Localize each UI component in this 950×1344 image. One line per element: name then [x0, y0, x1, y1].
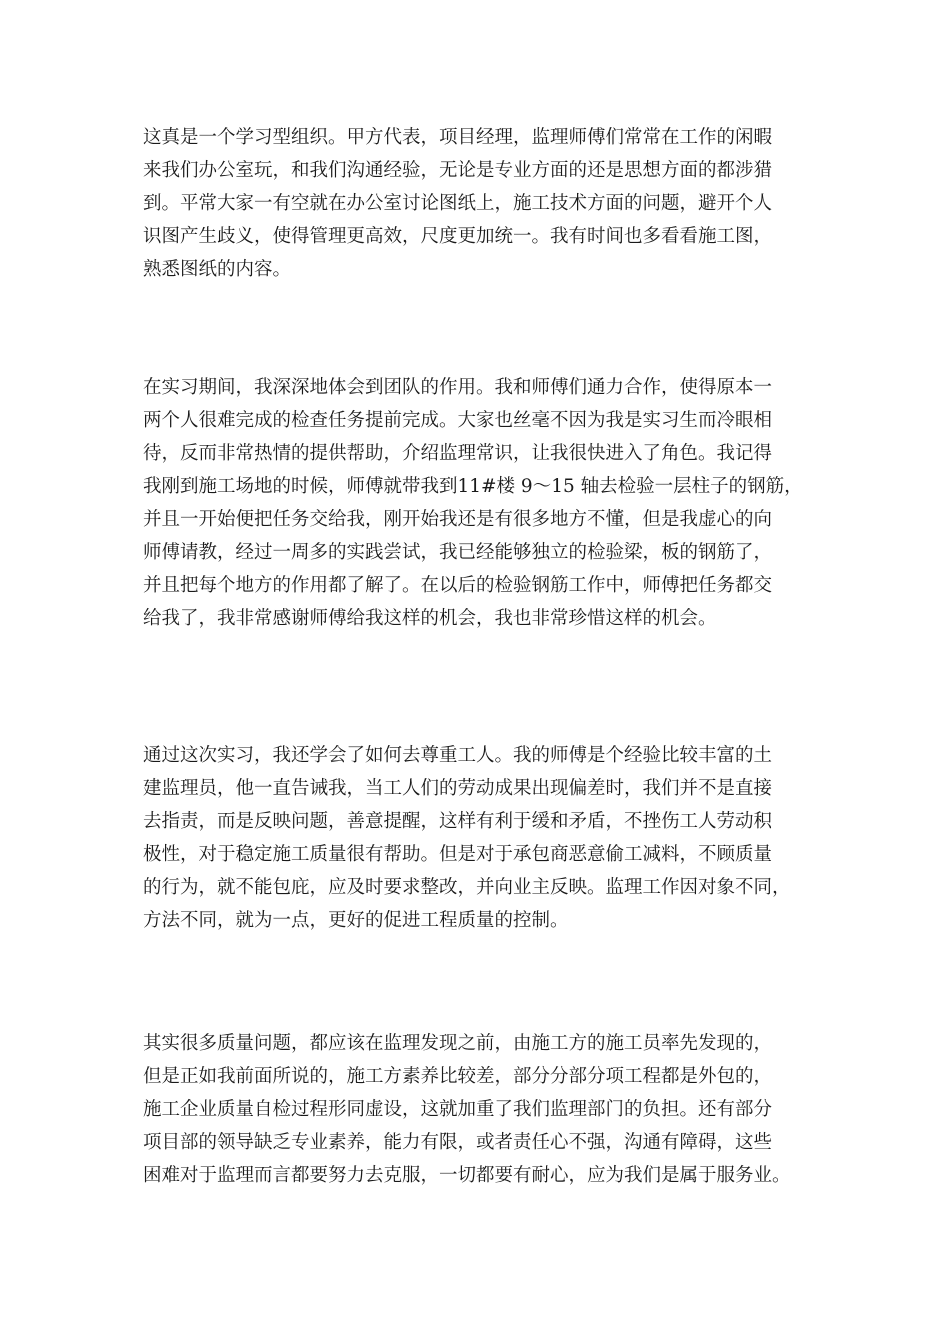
text-line: 熟悉图纸的内容。	[143, 259, 292, 280]
paragraph-teamwork	[143, 371, 818, 635]
text-line: 方法不同，就为一点，更好的促进工程质量的控制。	[143, 910, 569, 931]
text-line: 我刚到施工场地的时候，师傅就带我到11#楼 9～15 轴去检验一层柱子的钢筋，	[143, 476, 803, 497]
text-line: 施工企业质量自检过程形同虚设，这就加重了我们监理部门的负担。还有部分	[143, 1099, 773, 1120]
paragraph-quality-problems	[143, 1027, 818, 1192]
text-line: 识图产生歧义，使得管理更高效，尺度更加统一。我有时间也多看看施工图，	[143, 226, 773, 247]
text-line: 两个人很难完成的检查任务提前完成。大家也丝毫不因为我是实习生而冷眼相	[143, 410, 773, 431]
text-line: 师傅请教，经过一周多的实践尝试，我已经能够独立的检验梁，板的钢筋了，	[143, 542, 773, 563]
text-line: 并且把每个地方的作用都了解了。在以后的检验钢筋工作中，师傅把任务都交	[143, 575, 773, 596]
text-line: 项目部的领导缺乏专业素养，能力有限，或者责任心不强，沟通有障碍，这些	[143, 1132, 773, 1153]
text-line: 来我们办公室玩，和我们沟通经验，无论是专业方面的还是思想方面的都涉猎	[143, 160, 773, 181]
text-line: 但是正如我前面所说的，施工方素养比较差，部分分部分项工程都是外包的，	[143, 1066, 773, 1087]
text-line: 极性，对于稳定施工质量很有帮助。但是对于承包商恶意偷工减料，不顾质量	[143, 844, 773, 865]
text-line: 并且一开始便把任务交给我，刚开始我还是有很多地方不懂，但是我虚心的向	[143, 509, 773, 530]
text-line: 待，反而非常热情的提供帮助，介绍监理常识，让我很快进入了角色。我记得	[143, 443, 773, 464]
text-line: 这真是一个学习型组织。甲方代表，项目经理，监理师傅们常常在工作的闲暇	[143, 127, 773, 148]
text-line: 在实习期间，我深深地体会到团队的作用。我和师傅们通力合作，使得原本一	[143, 377, 773, 398]
text-line: 给我了，我非常感谢师傅给我这样的机会，我也非常珍惜这样的机会。	[143, 608, 717, 629]
text-line: 困难对于监理而言都要努力去克服，一切都要有耐心，应为我们是属于服务业。	[143, 1165, 791, 1186]
text-line: 通过这次实习，我还学会了如何去尊重工人。我的师傅是个经验比较丰富的土	[143, 745, 773, 766]
text-line: 其实很多质量问题，都应该在监理发现之前，由施工方的施工员率先发现的，	[143, 1033, 773, 1054]
text-line: 建监理员，他一直告诫我，当工人们的劳动成果出现偏差时，我们并不是直接	[143, 778, 773, 799]
text-line: 到。平常大家一有空就在办公室讨论图纸上，施工技术方面的问题，避开个人	[143, 193, 773, 214]
text-line: 的行为，就不能包庇，应及时要求整改，并向业主反映。监理工作因对象不同，	[143, 877, 791, 898]
paragraph-learning-organization	[143, 121, 818, 286]
paragraph-respect-workers	[143, 739, 818, 937]
text-line: 去指责，而是反映问题，善意提醒，这样有利于缓和矛盾，不挫伤工人劳动积	[143, 811, 773, 832]
